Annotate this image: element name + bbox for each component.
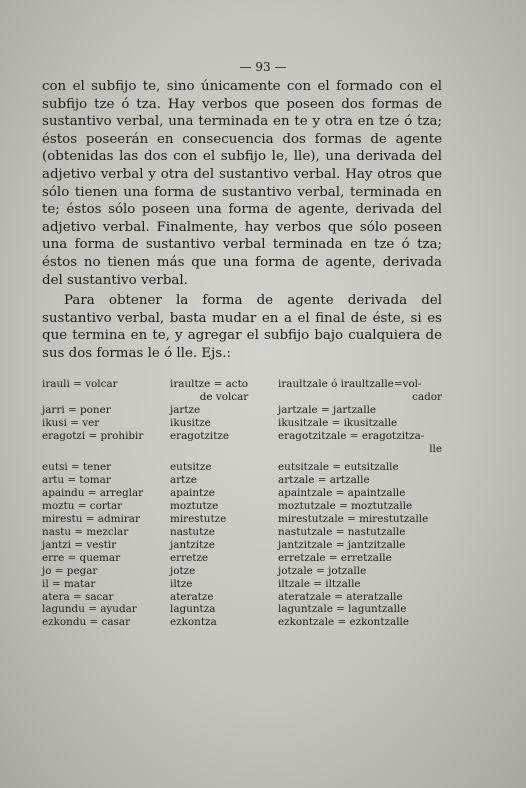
table-row bbox=[42, 500, 442, 513]
agent-text: iraultzale ó iraultzalle=vol- bbox=[278, 378, 422, 390]
agent-cell: laguntzale = laguntzalle bbox=[278, 603, 407, 616]
paragraph-2-block bbox=[42, 292, 442, 362]
noun-cell: jotze bbox=[170, 564, 196, 577]
noun-cell: nastutze bbox=[170, 525, 215, 538]
verb-cell: artu = tomar bbox=[42, 474, 111, 487]
table-row bbox=[42, 378, 442, 404]
noun-cell: artze bbox=[170, 474, 197, 487]
table-row bbox=[42, 404, 442, 417]
verb-cell: jantzi = vestir bbox=[42, 538, 117, 551]
table-row bbox=[42, 578, 442, 591]
noun-cell: erretze bbox=[170, 551, 209, 564]
verb-cell: moztu = cortar bbox=[42, 500, 123, 513]
verb-cell: jarri = poner bbox=[42, 403, 111, 416]
agent-cell: moztutzale = moztutzalle bbox=[278, 500, 413, 513]
verb-cell: erre = quemar bbox=[42, 551, 121, 564]
verb-cell: mirestu = admirar bbox=[42, 513, 140, 526]
agent-text: eragotzitzale = eragotzitza- bbox=[278, 429, 425, 442]
verb-cell: il = matar bbox=[42, 577, 96, 590]
noun-cell: iltze bbox=[170, 577, 193, 590]
agent-cell: jotzale = jotzalle bbox=[278, 564, 367, 577]
agent-cell: jantzitzale = jantzitzalle bbox=[278, 538, 406, 551]
paragraph-2: Para obtener la forma de agente derivada del sustantivo verbal, basta mudar en a el final de éste, si es que termina en te, y agregar el subfijo bajo cualquiera de sus dos formas le ó lle. Ejs.: bbox=[42, 293, 442, 361]
table-row bbox=[42, 539, 442, 552]
verb-cell: ezkondu = casar bbox=[42, 616, 131, 629]
agent-cell bbox=[278, 378, 442, 404]
agent-cell: nastutzale = nastutzalle bbox=[278, 525, 406, 538]
paragraph-1-block bbox=[42, 78, 442, 289]
table-row bbox=[42, 474, 442, 487]
verb-cell: ikusi = ver bbox=[42, 416, 100, 429]
verb-cell: eragotzi = prohibir bbox=[42, 429, 144, 442]
noun-cell: laguntza bbox=[170, 603, 216, 616]
agent-continuation: cador bbox=[412, 390, 442, 403]
paragraph-1: con el subfijo te, sino únicamente con el formado con el subfijo tze ó tza. Hay verbos que poseen dos formas de sustantivo verbal, una terminada en te y otra en tze ó tza; éstos poseerán en consecuencia dos formas de agente (obtenidas las dos con el subfijo le, lle), una derivada del adjetivo verbal y otra del sustantivo verbal. Hay otros que sólo tienen una forma de sustantivo verbal, terminada en te; éstos sólo poseen una forma de agente, derivada del adjetivo verbal. Finalmente, hay verbos que sólo poseen una forma de sustantivo verbal terminada en tze ó tza; éstos no tienen más que una forma de agente, derivada del sustantivo verbal. bbox=[42, 79, 442, 288]
table-row bbox=[42, 603, 442, 616]
noun-cell: jantzitze bbox=[170, 538, 215, 551]
verb-cell: lagundu = ayudar bbox=[42, 603, 137, 616]
verb-cell: jo = pegar bbox=[42, 564, 98, 577]
agent-cell: mirestutzale = mirestutzalle bbox=[278, 513, 429, 526]
agent-cell: apaintzale = apaintzalle bbox=[278, 487, 406, 500]
noun-cell: ikusitze bbox=[170, 416, 211, 429]
page-number: — 93 — bbox=[239, 60, 287, 74]
agent-cell: artzale = artzalle bbox=[278, 474, 370, 487]
verb-forms-table bbox=[42, 378, 442, 629]
verb-cell: irauli = volcar bbox=[42, 378, 118, 390]
noun-cell: mirestutze bbox=[170, 513, 227, 526]
table-row bbox=[42, 552, 442, 565]
verb-cell: apaindu = arreglar bbox=[42, 487, 144, 500]
agent-cell: ezkontzale = ezkontzalle bbox=[278, 616, 410, 629]
table-row bbox=[42, 487, 442, 500]
noun-cell: jartze bbox=[170, 403, 201, 416]
noun-cell: moztutze bbox=[170, 500, 219, 513]
agent-cell: erretzale = erretzalle bbox=[278, 551, 392, 564]
table-row bbox=[42, 616, 442, 629]
noun-cell: apaintze bbox=[170, 487, 215, 500]
agent-cell: eutsitzale = eutsitzalle bbox=[278, 461, 399, 474]
noun-continuation: de volcar bbox=[199, 390, 249, 403]
noun-cell: ateratze bbox=[170, 590, 214, 603]
verb-cell: eutsi = tener bbox=[42, 461, 112, 474]
table-row bbox=[42, 565, 442, 578]
noun-cell bbox=[170, 378, 278, 404]
noun-cell: ezkontza bbox=[170, 616, 217, 629]
table-row bbox=[42, 430, 442, 456]
noun-cell: eutsitze bbox=[170, 461, 212, 474]
table-row bbox=[42, 591, 442, 604]
agent-continuation: lle bbox=[429, 442, 442, 455]
verb-cell: nastu = mezclar bbox=[42, 525, 129, 538]
table-row bbox=[42, 417, 442, 430]
table-row bbox=[42, 513, 442, 526]
verb-cell: atera = sacar bbox=[42, 590, 114, 603]
agent-cell bbox=[278, 430, 442, 456]
noun-text: iraultze = acto bbox=[170, 378, 249, 390]
table-row bbox=[42, 461, 442, 474]
noun-cell: eragotzitze bbox=[170, 429, 229, 442]
table-row bbox=[42, 526, 442, 539]
agent-cell: jartzale = jartzalle bbox=[278, 403, 377, 416]
agent-cell: iltzale = iltzalle bbox=[278, 577, 361, 590]
agent-cell: ateratzale = ateratzalle bbox=[278, 590, 403, 603]
agent-cell: ikusitzale = ikusitzalle bbox=[278, 416, 398, 429]
